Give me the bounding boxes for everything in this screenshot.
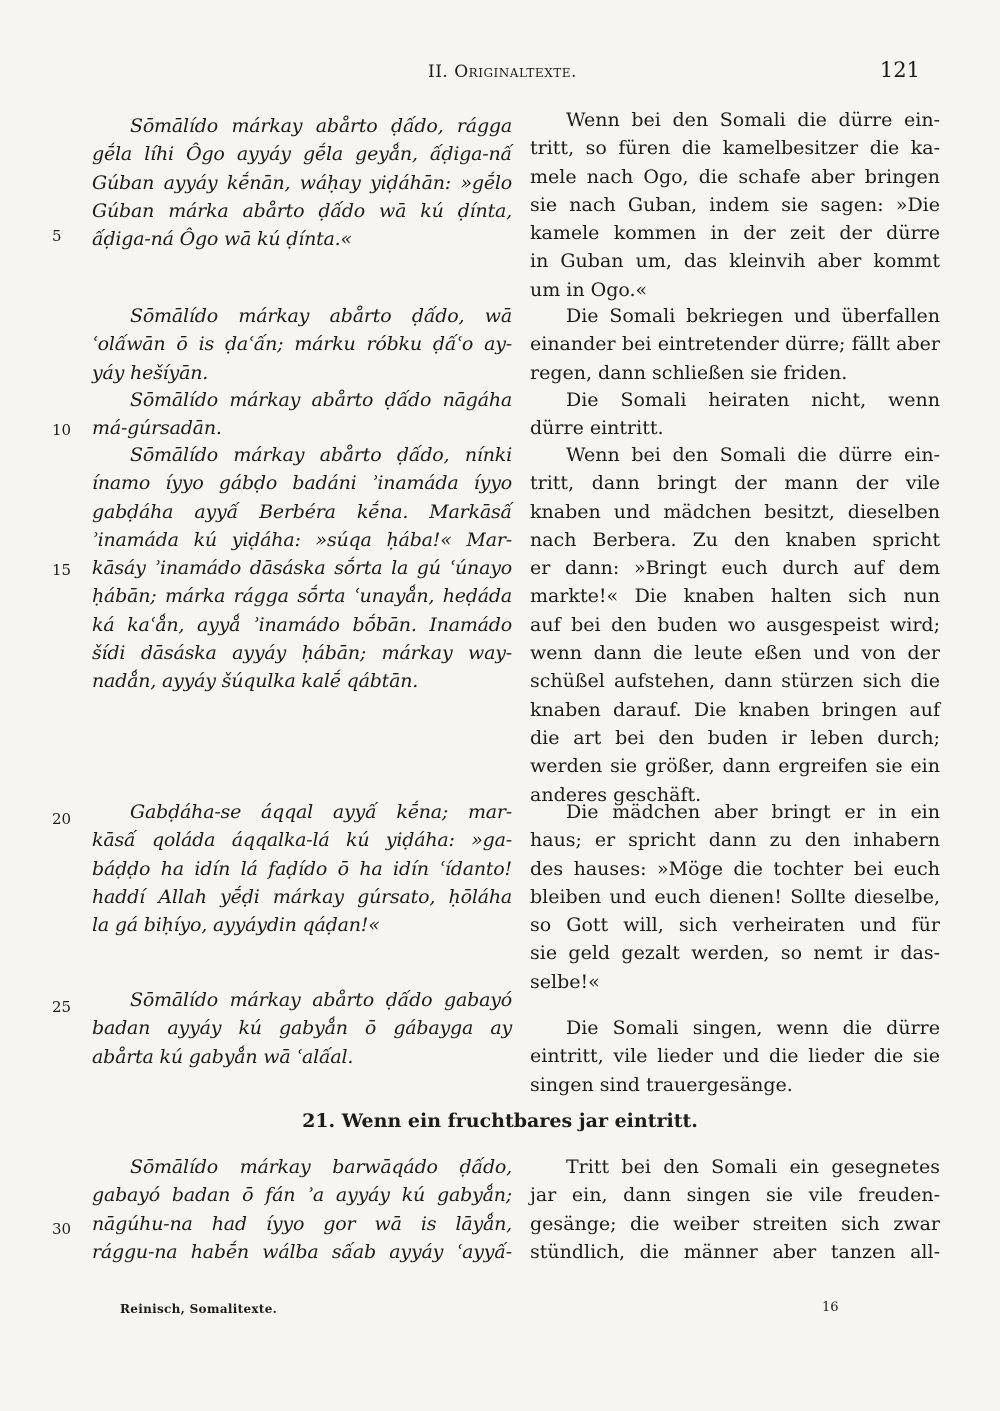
line-number: 30 xyxy=(52,1220,72,1238)
somali-paragraph-1 xyxy=(92,112,512,253)
text-line: auf bei den buden wo ausgespeist wird; xyxy=(530,613,940,636)
text-line: tritt, so füren die kamelbesitzer die ka- xyxy=(530,137,940,160)
text-line: Die Somali singen, wenn die dürre xyxy=(566,1017,940,1039)
text-line: kāsấ qoláda áqqalka-lá kú yiḍáha: »ga- xyxy=(92,829,512,852)
text-line: šídi dāsáska ayyáy ḥábān; márkay way- xyxy=(92,642,512,665)
german-paragraph-4 xyxy=(530,441,940,809)
text-line: regen, dann schließen sie friden. xyxy=(530,361,848,384)
text-line: haddí Allah yḗḍi márkay gúrsato, ḥōláha xyxy=(92,885,512,908)
text-line: wenn dann die leute eßen und von der xyxy=(530,642,940,665)
text-line: selbe!« xyxy=(530,970,600,993)
text-line: Die Somali heiraten nicht, wenn xyxy=(566,389,940,411)
text-line: gabayó badan ō fán ʾa ayyáy kú gabyǻn; xyxy=(92,1184,512,1207)
text-line: badan ayyáy kú gabyǻn ō gábayga ay xyxy=(92,1017,512,1040)
line-number: 10 xyxy=(52,421,72,439)
german-paragraph-1 xyxy=(530,106,940,304)
text-line: ḥábān; márka rágga sṓrta ʿunayǻn, heḍáda xyxy=(92,585,512,608)
text-line: mele nach Ogo, die schafe aber bringen xyxy=(530,165,940,188)
page-number: 121 xyxy=(879,58,920,82)
text-line: sie nach Guban, indem sie sagen: »Die xyxy=(530,193,940,216)
text-line: Gabḍáha-se áqqal ayyấ kḗna; mar- xyxy=(130,801,512,823)
section-heading: 21. Wenn ein fruchtbares jar eintritt. xyxy=(302,1110,698,1132)
text-line: ʾinamáda kú yiḍáha: »súqa ḥába!« Mar- xyxy=(92,528,512,551)
text-line: nāgúhu-na had íyyo gor wā is lāyǻn, xyxy=(92,1212,512,1235)
text-line: Sōmālído márkay abårto ḍấdo nāgáha xyxy=(130,389,512,411)
text-line: Die mädchen aber bringt er in ein xyxy=(566,801,940,823)
printer-signature: 16 xyxy=(822,1300,839,1315)
text-line: des hauses: »Möge die tochter bei euch xyxy=(530,857,940,880)
line-number: 20 xyxy=(52,810,72,828)
text-line: Sōmālído márkay barwāqádo ḍấdo, xyxy=(130,1156,512,1178)
somali-paragraph-2 xyxy=(92,302,512,387)
german-paragraph-3 xyxy=(530,386,940,443)
text-line: einander bei eintretender dürre; fällt aber xyxy=(530,333,940,356)
text-line: yáy hešíyān. xyxy=(92,361,209,384)
footer-source: Reinisch, Somalitexte. xyxy=(120,1302,278,1316)
text-line: knaben darauf. Die knaben bringen auf xyxy=(530,698,940,721)
text-line: werden sie größer, dann ergreifen sie ein xyxy=(530,755,940,778)
line-number: 15 xyxy=(52,561,72,579)
german-paragraph-2 xyxy=(530,302,940,387)
german-paragraph-6 xyxy=(530,1014,940,1099)
text-line: rággu-na habḗn wálba sấab ayyáy ʿayyấ- xyxy=(92,1240,512,1263)
text-line: eintritt, vile lieder und die lieder die sie xyxy=(530,1045,940,1068)
text-line: in Guban um, das kleinvih aber kommt xyxy=(530,250,940,273)
text-line: sie geld gezalt werden, so nemt ir das- xyxy=(530,942,940,965)
text-line: abårta kú gabyǻn wā ʿalấal. xyxy=(92,1045,354,1068)
text-line: gabḍáha ayyấ Berbéra kḗna. Markāsấ xyxy=(92,500,512,523)
line-number: 5 xyxy=(52,227,62,245)
text-line: er dann: »Bringt euch durch auf dem xyxy=(530,557,940,580)
text-line: kāsáy ʾinamádo dāsáska sṓrta la gú ʿúnayo xyxy=(92,557,512,580)
text-line: stündlich, die männer aber tanzen all- xyxy=(530,1240,940,1263)
text-line: ká kaʿǻn, ayyǻ ʾinamádo bṓbān. Inamádo xyxy=(92,613,512,636)
text-line: die art bei den buden ir leben durch; xyxy=(530,726,940,749)
text-line: dürre eintritt. xyxy=(530,417,664,440)
text-line: Die Somali bekriegen und überfallen xyxy=(566,305,940,327)
text-line: Sōmālído márkay abårto ḍấdo, rágga xyxy=(130,115,512,137)
text-line: la gá biḥíyo, ayyáydin qáḍan!« xyxy=(92,914,380,937)
text-line: nach Berbera. Zu den knaben spricht xyxy=(530,528,940,551)
text-line: schüßel aufstehen, dann stürzen sich die xyxy=(530,670,940,693)
section-title: II. Originaltexte. xyxy=(428,62,577,82)
text-line: Wenn bei den Somali die dürre ein- xyxy=(566,109,940,131)
text-line: markte!« Die knaben halten sich nun xyxy=(530,585,940,608)
text-line: bleiben und euch dienen! Sollte dieselbe, xyxy=(530,885,940,908)
somali-paragraph-7 xyxy=(92,1153,512,1266)
text-line: tritt, dann bringt der mann der vile xyxy=(530,472,940,495)
somali-paragraph-3 xyxy=(92,386,512,443)
text-line: haus; er spricht dann zu den inhabern xyxy=(530,829,940,852)
text-line: so Gott will, sich verheiraten und für xyxy=(530,914,940,937)
text-line: gesänge; die weiber streiten sich zwar xyxy=(530,1212,940,1235)
text-line: nadǻn, ayyáy šúqulka kalḗ qábtān. xyxy=(92,670,419,693)
text-line: Sōmālído márkay abårto ḍấdo, wā xyxy=(130,305,512,327)
text-line: Wenn bei den Somali die dürre ein- xyxy=(566,444,940,466)
text-line: má-gúrsadān. xyxy=(92,417,222,440)
text-line: báḍḍo ha idín lá faḍído ō ha idín ʿídanto! xyxy=(92,857,512,880)
text-line: ʿolấwān ō is ḍaʿấn; márku róbku ḍấʿo ay- xyxy=(92,333,512,356)
text-line: Sōmālído márkay abårto ḍấdo gabayó xyxy=(130,989,512,1011)
somali-paragraph-6 xyxy=(92,986,512,1071)
text-line: Tritt bei den Somali ein gesegnetes xyxy=(566,1156,940,1178)
text-line: anderes geschäft. xyxy=(530,783,702,806)
text-line: singen sind trauergesänge. xyxy=(530,1073,793,1096)
german-paragraph-7 xyxy=(530,1153,940,1266)
text-line: Gúban márka abårto ḍấdo wā kú ḍínta, xyxy=(92,199,512,222)
text-line: Sōmālído márkay abårto ḍấdo, nínki xyxy=(130,444,512,466)
text-line: gḗla líhi Ôgo ayyáy gḗla geyǻn, ấḍiga-nấ xyxy=(92,143,512,166)
somali-paragraph-4 xyxy=(92,441,512,696)
text-line: jar ein, dann singen sie vile freuden- xyxy=(530,1184,940,1207)
somali-paragraph-5 xyxy=(92,798,512,939)
text-line: Gúban ayyáy kḗnān, wáḥay yiḍáhān: »gḗlo xyxy=(92,171,512,194)
text-line: um in Ogo.« xyxy=(530,278,648,301)
line-number: 25 xyxy=(52,998,72,1016)
text-line: knaben und mädchen besitzt, dieselben xyxy=(530,500,940,523)
text-line: ínamo íyyo gábḍo badáni ʾinamáda íyyo xyxy=(92,472,512,495)
text-line: kamele kommen in der zeit der dürre xyxy=(530,222,940,245)
text-line: ấḍiga-ná Ôgo wā kú ḍínta.« xyxy=(92,228,352,251)
german-paragraph-5 xyxy=(530,798,940,996)
